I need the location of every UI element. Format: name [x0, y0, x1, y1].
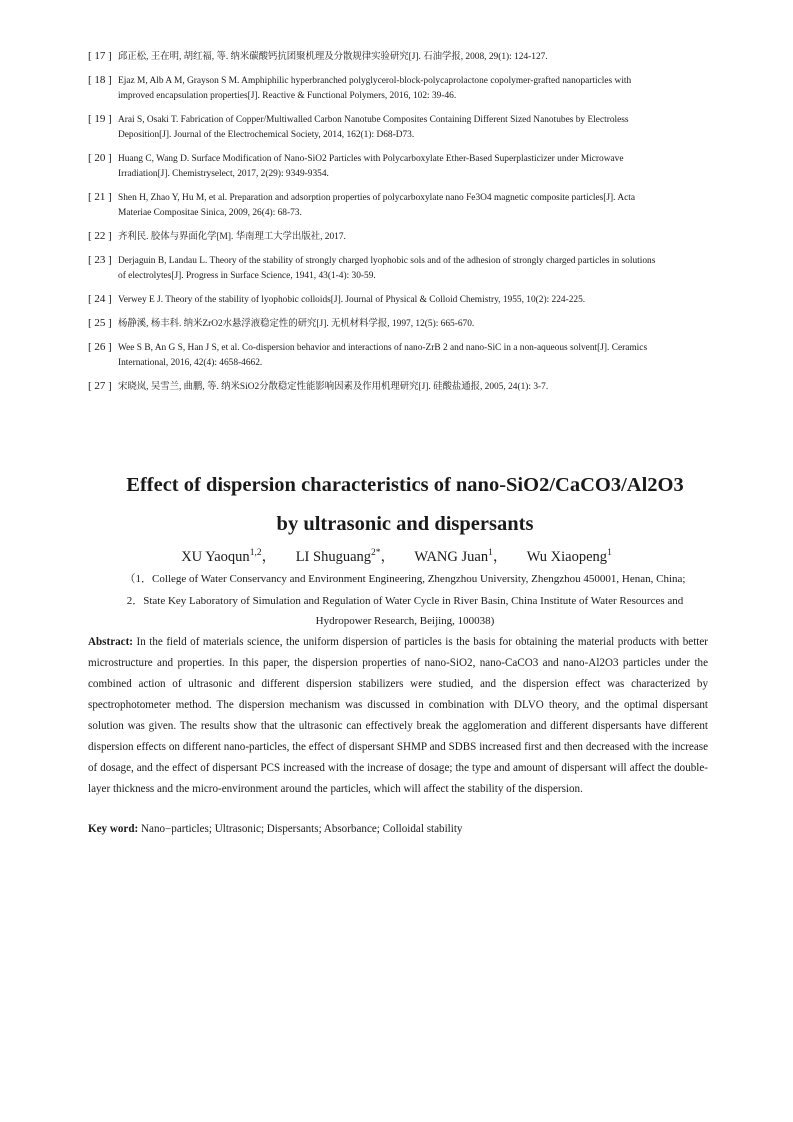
reference-number: [ 24 ] — [88, 293, 112, 305]
author-affiliation-mark: 1,2 — [249, 548, 262, 559]
reference-item — [88, 316, 728, 332]
reference-number: [ 17 ] — [88, 50, 112, 62]
reference-item — [88, 292, 728, 308]
reference-text-continued: International, 2016, 42(4): 4658-4662. — [118, 358, 263, 368]
reference-number: [ 18 ] — [88, 74, 112, 86]
abstract-text: In the field of materials science, the uniform dispersion of particles is the basis for obtaining the material products with better microstructure and properties. In this paper, the dispersion properties of nano-SiO2, nano-CaCO3 and nano-Al2O3 particles under the combined action of ultrasonic and different dispersion stabilizers were studied, and the dispersion effect was characterized by spectrophotometer method. The dispersion mechanism was discussed in combination with DLVO theory, and the optimal dispersant solution was given. The results show that the ultrasonic can effectively break the agglomeration and different dispersants have different dispersion effects on different nano-particles, the effect of dispersant SHMP and SDBS increased first and then decreased with the increase of dosage, and the effect of dispersant PCS increased with the increase of dosage; the type and amount of dispersant will affect the double-layer thickness and the micro-environment around the particles, which will affect the stability of the dispersion. — [88, 636, 708, 795]
reference-item — [88, 340, 728, 371]
author-affiliation-mark: 1 — [488, 548, 493, 559]
paper-title-line-2: by ultrasonic and dispersants — [276, 513, 534, 535]
reference-item — [88, 151, 728, 182]
reference-text: Ejaz M, Alb A M, Grayson S M. Amphiphilic hyperbranched polyglycerol-block-polycaprolactone copolymer-grafted nanoparticles with — [118, 76, 632, 86]
reference-item — [88, 49, 728, 65]
reference-number: [ 27 ] — [88, 380, 112, 392]
abstract — [88, 632, 708, 800]
abstract-label: Abstract: — [88, 636, 133, 648]
reference-number: [ 20 ] — [88, 152, 112, 164]
affiliation-2-line-1: 2．State Key Laboratory of Simulation and Regulation of Water Cycle in River Basin, China Institute of Water Resources and — [126, 595, 684, 607]
affiliation-1: （1．College of Water Conservancy and Environment Engineering, Zhengzhou University, Zhengzhou 450001, Henan, China; — [124, 573, 686, 585]
paper-title-line-1: Effect of dispersion characteristics of nano-SiO2/CaCO3/Al2O3 — [126, 474, 684, 496]
reference-number: [ 21 ] — [88, 191, 112, 203]
affiliation-2-line-2: Hydropower Research, Beijing, 100038) — [315, 615, 495, 627]
reference-item — [88, 190, 728, 221]
reference-text: 宋晓岚, 吴雪兰, 曲鹏, 等. 纳米SiO2分散稳定性能影响因素及作用机理研究[J]. 硅酸盐通报, 2005, 24(1): 3-7. — [118, 382, 549, 392]
reference-number: [ 19 ] — [88, 113, 112, 125]
reference-text: Derjaguin B, Landau L. Theory of the stability of strongly charged lyophobic sols and of the adhesion of strongly charged particles in solutions — [118, 256, 656, 266]
reference-text: Wee S B, An G S, Han J S, et al. Co-dispersion behavior and interactions of nano-ZrB 2 and nano-SiC in a non-aqueous solvent[J]. Ceramics — [118, 343, 648, 353]
reference-text: 齐利民. 胶体与界面化学[M]. 华南理工大学出版社, 2017. — [118, 232, 346, 242]
reference-text: Arai S, Osaki T. Fabrication of Copper/Multiwalled Carbon Nanotube Composites Containing Different Sized Nanotubes by Electroless — [118, 115, 629, 125]
author-separator: ， — [261, 549, 277, 565]
author-name: Wu Xiaopeng — [526, 549, 608, 565]
author-affiliation-mark: 2* — [371, 548, 381, 559]
author-list — [0, 545, 793, 566]
reference-item — [88, 253, 728, 284]
reference-item — [88, 112, 728, 143]
author-separator: ， — [492, 549, 508, 565]
reference-text: 杨静溪, 杨丰科. 纳米ZrO2水悬浮液稳定性的研究[J]. 无机材料学报, 1997, 12(5): 665-670. — [118, 319, 475, 329]
reference-number: [ 25 ] — [88, 317, 112, 329]
reference-number: [ 23 ] — [88, 254, 112, 266]
reference-text: Huang C, Wang D. Surface Modification of Nano-SiO2 Particles with Polycarboxylate Ether-Based Superplasticizer under Microwave — [118, 154, 624, 164]
reference-item — [88, 73, 728, 104]
reference-number: [ 26 ] — [88, 341, 112, 353]
reference-text-continued: improved encapsulation properties[J]. Reactive & Functional Polymers, 2016, 102: 39-46. — [118, 91, 457, 101]
reference-text-continued: Irradiation[J]. Chemistryselect, 2017, 2(29): 9349-9354. — [118, 169, 329, 179]
reference-list — [88, 49, 728, 403]
author-name: LI Shuguang — [295, 549, 371, 565]
reference-text-continued: of electrolytes[J]. Progress in Surface Science, 1941, 43(1-4): 30-59. — [118, 271, 376, 281]
affiliation-2 — [60, 591, 750, 631]
reference-text-continued: Deposition[J]. Journal of the Electrochemical Society, 2014, 162(1): D68-D73. — [118, 130, 415, 140]
reference-item — [88, 379, 728, 395]
reference-text: Shen H, Zhao Y, Hu M, et al. Preparation and adsorption properties of polycarboxylate nano Fe3O4 magnetic composite particles[J]. Acta — [118, 193, 636, 203]
reference-item — [88, 229, 728, 245]
reference-text: 邱正松, 王在明, 胡红福, 等. 纳米碳酸钙抗团聚机理及分散规律实验研究[J]. 石油学报, 2008, 29(1): 124-127. — [118, 52, 548, 62]
reference-number: [ 22 ] — [88, 230, 112, 242]
keywords-text: Nano−particles; Ultrasonic; Dispersants; Absorbance; Colloidal stability — [141, 823, 463, 835]
author-name: XU Yaoqun — [181, 549, 250, 565]
reference-text: Verwey E J. Theory of the stability of lyophobic colloids[J]. Journal of Physical & Colloid Chemistry, 1955, 10(2): 224-225. — [118, 295, 586, 305]
author-separator: ， — [380, 549, 395, 565]
reference-text-continued: Materiae Compositae Sinica, 2009, 26(4): 68-73. — [118, 208, 302, 218]
keywords — [88, 819, 708, 840]
author-name: WANG Juan — [414, 549, 489, 565]
author-affiliation-mark: 1 — [607, 548, 612, 559]
keywords-label: Key word: — [88, 823, 139, 835]
